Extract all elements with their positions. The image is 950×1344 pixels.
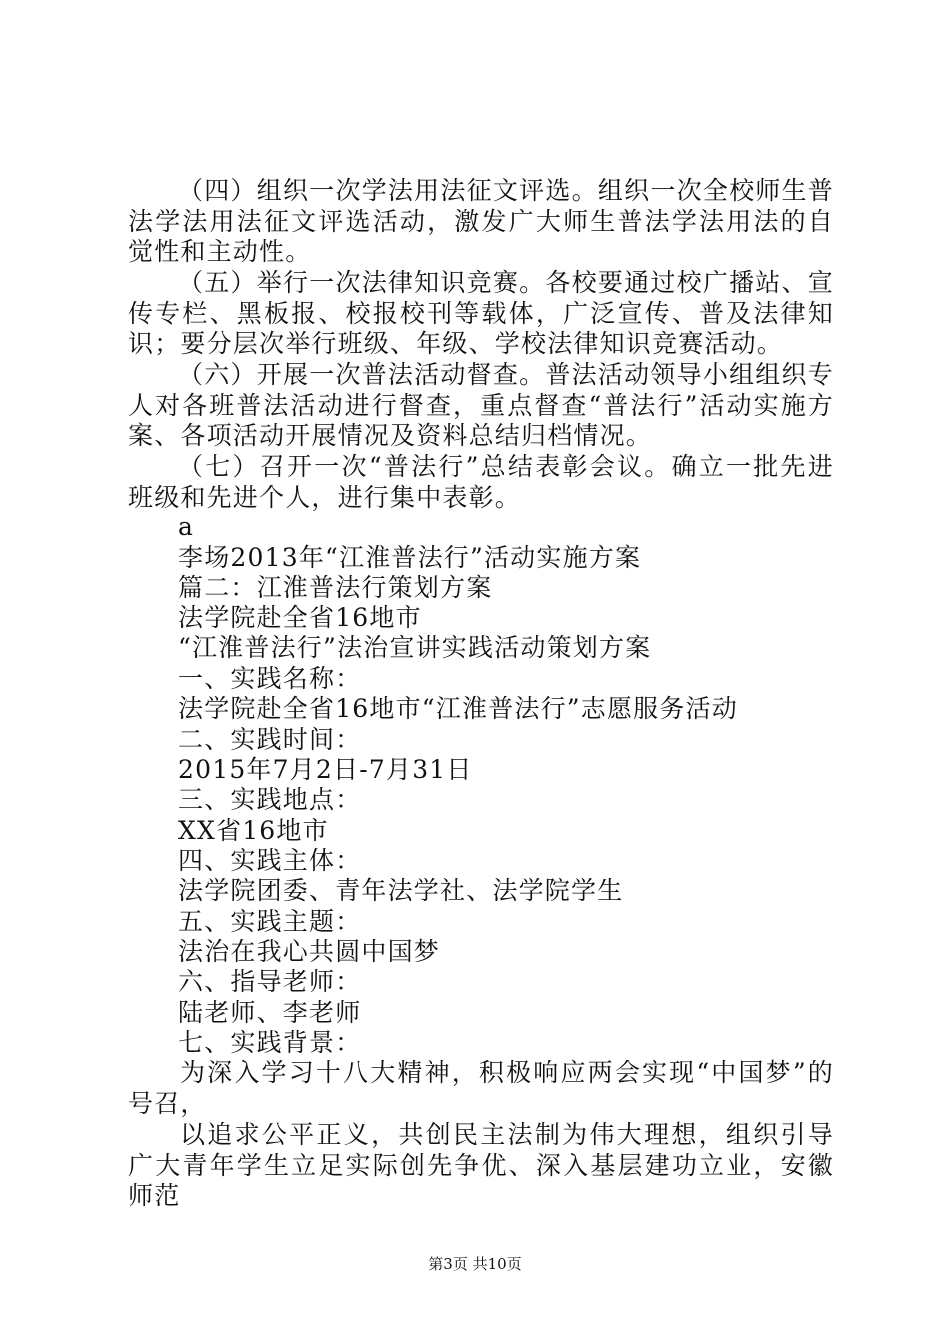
paragraph-commendation: （七）召开一次“普法行”总结表彰会议。确立一批先进班级和先进个人，进行集中表彰。 xyxy=(128,452,834,512)
value-practice-theme: 法治在我心共圆中国梦 xyxy=(178,937,441,966)
paragraph-essay-contest: （四）组织一次学法用法征文评选。组织一次全校师生普法学法用法征文评选活动，激发广大师生普法学法用法的自觉性和主动性。 xyxy=(128,176,834,266)
value-practice-location: XX省16地市 xyxy=(178,816,329,845)
heading-practice-location: 三、实践地点： xyxy=(178,785,362,814)
heading-advisors: 六、指导老师： xyxy=(178,967,362,996)
heading-background: 七、实践背景： xyxy=(178,1028,362,1057)
stray-letter: a xyxy=(178,512,195,541)
paragraph-knowledge-contest: （五）举行一次法律知识竞赛。各校要通过校广播站、宣传专栏、黑板报、校报校刊等载体，广泛宣传、普及法律知识；要分层次举行班级、年级、学校法律知识竞赛活动。 xyxy=(128,268,834,358)
value-practice-name: 法学院赴全省16地市“江淮普法行”志愿服务活动 xyxy=(178,694,738,723)
heading-practice-time: 二、实践时间： xyxy=(178,725,362,754)
value-advisors: 陆老师、李老师 xyxy=(178,998,362,1027)
value-practice-time: 2015年7月2日-7月31日 xyxy=(178,755,473,784)
paragraph-background-1: 为深入学习十八大精神，积极响应两会实现“中国梦”的号召， xyxy=(128,1058,834,1118)
value-practice-subject: 法学院团委、青年法学社、法学院学生 xyxy=(178,876,624,905)
heading-practice-subject: 四、实践主体： xyxy=(178,846,362,875)
heading-practice-name: 一、实践名称： xyxy=(178,664,362,693)
plan-title-line-1: 法学院赴全省16地市 xyxy=(178,603,422,632)
paragraph-background-2: 以追求公平正义，共创民主法制为伟大理想，组织引导广大青年学生立足实际创先争优、深入基层建功立业，安徽师范 xyxy=(128,1120,834,1210)
paragraph-supervision: （六）开展一次普法活动督查。普法活动领导小组组织专人对各班普法活动进行督查，重点督查“普法行”活动实施方案、各项活动开展情况及资料总结归档情况。 xyxy=(128,360,834,450)
title-lichang-plan: 李场2013年“江淮普法行”活动实施方案 xyxy=(178,543,642,572)
plan-title-line-2: “江淮普法行”法治宣讲实践活动策划方案 xyxy=(178,633,652,662)
section-title-part-two: 篇二：江淮普法行策划方案 xyxy=(178,573,493,602)
page-number-footer: 第3页 共10页 xyxy=(428,1255,522,1273)
heading-practice-theme: 五、实践主题： xyxy=(178,907,362,936)
